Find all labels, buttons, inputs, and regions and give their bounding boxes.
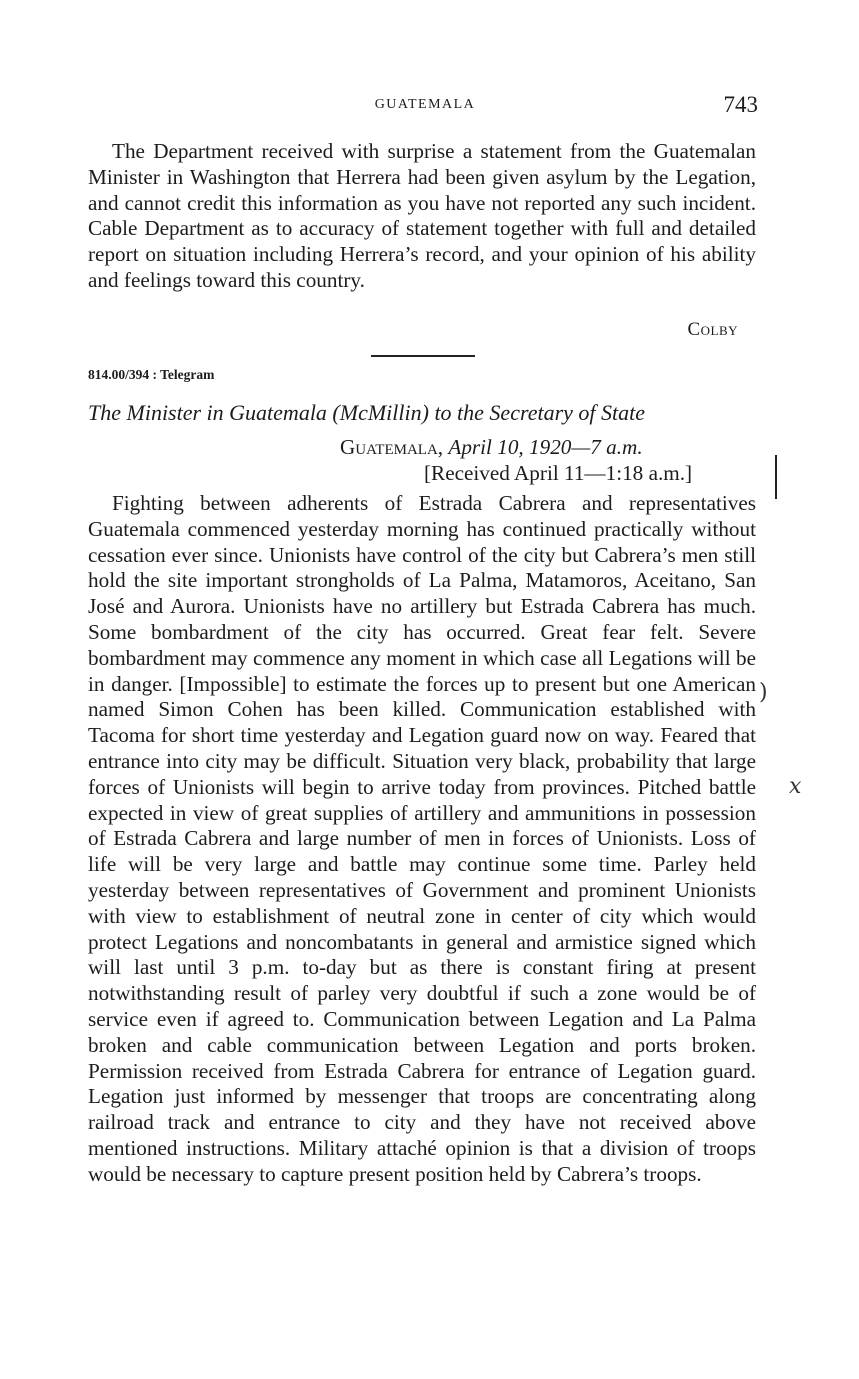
running-title: GUATEMALA (374, 97, 476, 112)
margin-paren-mark: ) (759, 680, 768, 705)
dateline (340, 435, 643, 460)
dateline-place: Guatemala, (340, 435, 444, 459)
body-paragraph-1: The Department received with surprise a statement from the Guatemalan Minister in Washington that Herrera had been given asylum by the Legation, and cannot credit this information as you have not reported any such incident. Cable Department as to accuracy of statement together with full and detailed report on situation including Herrera’s record, and your opinion of his ability and feelings toward this country. (88, 139, 756, 292)
section-separator (371, 355, 475, 357)
signature: Colby (687, 319, 738, 340)
margin-bar-mark (775, 455, 777, 499)
running-head (0, 94, 859, 124)
file-number: 814.00/394 : Telegram (88, 367, 215, 382)
document-heading: The Minister in Guatemala (McMillin) to the Secretary of State (88, 400, 646, 425)
dateline-date: April 10, 1920—7 a.m. (448, 435, 643, 459)
margin-x-mark: x (789, 774, 802, 799)
page-number: 743 (723, 92, 758, 117)
body-paragraph-2: Fighting between adherents of Estrada Cabrera and representatives Guatemala commenced yesterday morning has continued practically without cessation ever since. Unionists have control of the city but Cabrera’s men still hold the site important strongholds of La Palma, Matamoros, Aceitano, San José and Aurora. Unionists have no artillery but Estrada Cabrera has much. Some bombardment of the city has occurred. Great fear felt. Severe bombardment may commence any moment in which case all Legations will be in danger. [Impossible] to estimate the forces up to present but one American named Simon Cohen has been killed. Communication established with Tacoma for short time yesterday and Legation guard now on way. Feared that entrance into city may be difficult. Situation very black, probability that large forces of Unionists will begin to arrive today from provinces. Pitched battle expected in view of great supplies of artillery and ammunitions in possession of Estrada Cabrera and large number of men in forces of Unionists. Loss of life will be very large and battle may continue some time. Parley held yesterday between representatives of Government and prominent Unionists with view to establishment of neutral zone in center of city which would protect Legations and noncombatants in general and armistice signed which will last until 3 p.m. to-day but as there is constant firing at present notwithstanding result of parley very doubtful if such a zone would be of service even if agreed to. Communication between Legation and La Palma broken and cable communication between Legation and ports broken. Permission received from Estrada Cabrera for entrance of Legation guard. Legation just informed by messenger that troops are concentrating along railroad track and entrance to city and they have not received above mentioned instructions. Military attaché opinion is that a division of troops would be necessary to capture present position held by Cabrera’s troops. (88, 491, 756, 1186)
received-note: [Received April 11—1:18 a.m.] (424, 461, 693, 485)
